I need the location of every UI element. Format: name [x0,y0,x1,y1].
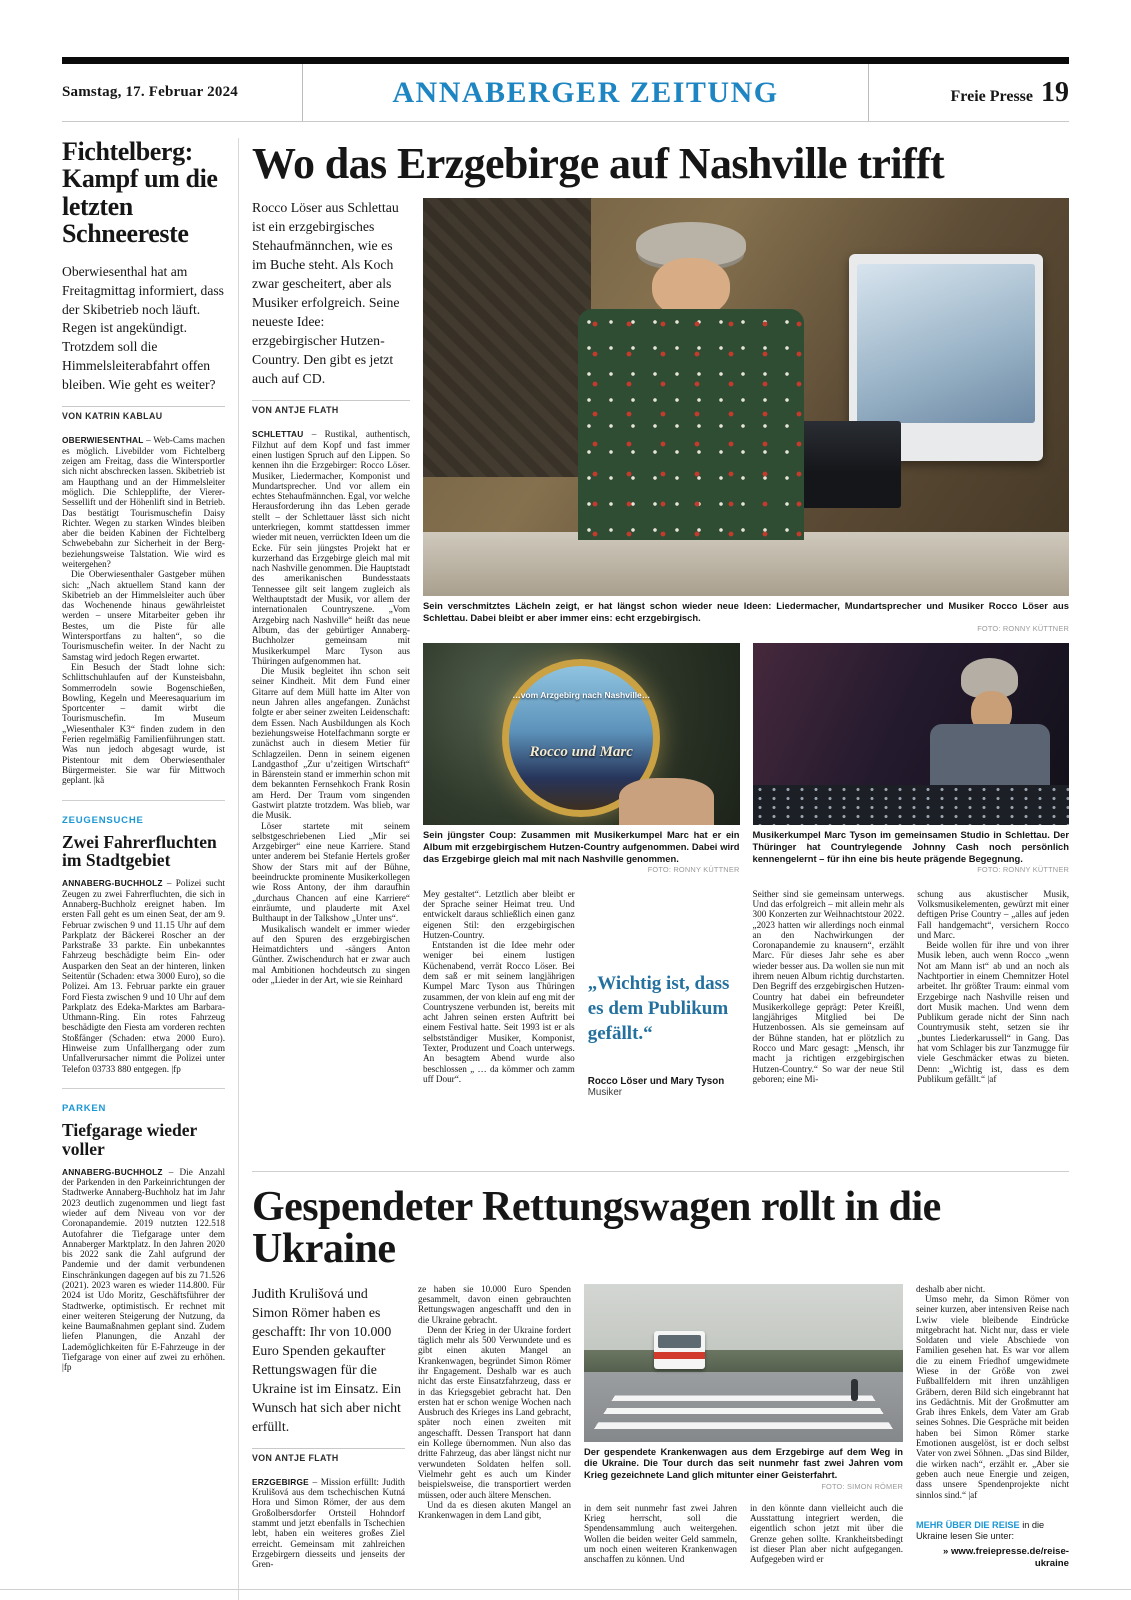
freiepresse-link[interactable]: » www.freiepresse.de/reise-ukraine [942,1545,1069,1569]
acoustic-foam [423,198,591,477]
quote-speakers: Rocco Löser und Mary Tyson [587,1075,725,1087]
article-nashville [252,139,1069,1157]
photo-credit: FOTO: RONNY KÜTTNER [647,865,740,875]
top-fold-bar [62,57,1069,64]
page-header [62,64,1069,122]
photo-caption: Sein jüngster Coup: Zusammen mit Musikerkumpel Marc hat er ein Album mit erzgebirgischem Hutzen-Country aufgenommen. Dabei wird das Erzgebirge gleich mal mit nach Nashville genommen. FOTO: RONNY KÜTTNER [423,829,740,875]
article-paragraph: in dem seit nunmehr fast zwei Jahren Krieg herrscht, soll die Spendensammlung auch weitergehen. Wollen die beiden weiter Geld sammeln, um noch einen weiteren Krankenwagen anschaffen zu können. Und [584,1502,737,1565]
article-lead: Rocco Löser aus Schlettau ist ein erzgebirgisches Stehaufmännchen, wie es im Buche steht. Als Koch zwar gescheitert, aber als Musiker erfolgreich. Seine neueste Idee: erzgebirgischer Hutzen-Country. Den gibt es jetzt auch auf CD. [252,200,400,387]
article-fahrerfluchten [62,815,225,1074]
more-info-box [916,1520,1069,1570]
photo-credit: FOTO: SIMON RÖMER [821,1481,903,1491]
article-headline: Tiefgarage wieder voller [62,1119,197,1159]
left-column [62,138,225,1600]
article-continuation-columns [423,889,1069,1157]
article-paragraph: Die Oberwiesenthaler Gastgeber mühen sich: „Nach aktuellem Stand kann der Skibetrieb an der Himmelsleiter auch über das Wochenende hinaus gewährleistet werden – unsere Mitarbeiter geben ihr Bestes, um die Piste für alle Wintersportfans zu halten“, so die Tourismuschefin weiter. In der Nacht zu Samstag wird jedoch Regen erwartet. [62,569,225,662]
photo-caption: Der gespendete Krankenwagen aus dem Erzgebirge auf dem Weg in die Ukraine. Die Tour durch das seit nunmehr fast zwei Jahren vom Krieg gezeichnete Land glich mitunter einer Geisterfahrt. FOTO: SIMON RÖMER [584,1445,903,1491]
article-paragraph: Löser startete mit seinem selbstgeschriebenen Lied „Mir sei Arzgebirger“ eine neue Karriere. Stand unter anderem bei Stefanie Hertels großer Show der Stars mit auf der Bühne, beeindruckte prominente Musikerkollegen wie Ross Antony, der ihm daraufhin „durchaus Chancen auf eine Karriere“ einräumte, und plauderte mit Axel Bulthaupt in der Talkshow „Unter uns“. [252,820,410,924]
article-lead: Oberwiesenthal hat am Freitagmittag informiert, dass der Skibetrieb noch läuft. Regen ist angekündigt. Trotzdem soll die Himmelsleiterabfahrt offen bleiben. Wie geht es weiter? [62,264,224,392]
kicker-parken: PARKEN [62,1102,107,1114]
van-red-stripe [654,1352,705,1359]
dateline: ANNABERG-BUCHHOLZ [62,1166,163,1177]
article-paragraph: Mey gestaltet“. Letztlich aber bleibt er der Sprache seiner Heimat treu. Und entwickelt daraus schließlich einen ganz eigenen Stil: den erzgebirgischen Hutzen-Country. [423,888,575,940]
masthead-container [302,64,869,121]
crosswalk [589,1396,898,1438]
article-paragraph: ERZGEBIRGE – Mission erfüllt: Judith Krulišová aus dem tschechischen Kutná Hora und Simon Römer, der aus dem Großolbersdorfer Ortsteil Hohndorf stammt und jetzt ebenfalls in Tschechien lebt, haben ein weiteres großes Ziel erreicht. Gemeinsam mit zahlreichen Erzgebirgern diesseits und jenseits der Gren- [252,1476,405,1570]
article-paragraph: Umso mehr, da Simon Römer von seiner kurzen, aber intensiven Reise nach Lwiw viele bleibende Eindrücke mitgebracht hat. Nicht nur, dass er viele Soldaten und viele Abschiede von Familien gesehen hat. Es war vor allem die zu einem Friedhof umgewidmete Wiese in der Größe von zwei Fußballfeldern mit ihren unzähligen Gräbern, deren Bild sich eingebrannt hat ins Gedächtnis. Mit der Großmutter am Grab ihres Enkels, dem Vater am Grab seines Sohnes. Die Gespräche mit beiden haben bei Simon Römer starke Emotionen ausgelöst, ist er doch selbst Vater von zwei Söhnen. „Das sind Bilder, die wirken nach“, erzählt er. „Aber sie geben auch neue Energie und zeigen, dass unsere Spendenprojekte nicht sinnlos sind.“ |af [916,1293,1069,1500]
article-paragraph: Und da es diesen akuten Mangel an Krankenwagen in dem Land gibt, [418,1499,571,1521]
text-column [916,1284,1069,1600]
quote-role: Musiker [587,1086,623,1098]
article-paragraph: Entstanden ist die Idee mehr oder weniger bei einem lustigen Küchenabend, verrät Rocco Löser. Bei dem saß er mit seinem langjährigen Kumpel Marc Tyson aus Thüringen zusammen, der von klein auf eng mit der Countryszene verbunden ist, bereits mit acht Jahren seinen ersten Auftritt bei einem Festival hatte. Seit 1993 ist er als selbstständiger Musiker, Komponist, Texter, Produzent und Coach unterwegs. An besagtem Abend wurde also beschlossen „ … da kömmer och zamm uff Dour“. [423,940,575,1084]
text-column [423,889,575,1157]
article-paragraph: Beide wollen für ihre und von ihrer Musik leben, auch wenn Rocco „wenn Not am Mann ist“ ab und an noch als Nachtportier in einem Chemnitzer Hotel arbeitet. Ihr größter Traum: einmal vom Erzgebirge nach Nashville reisen und dort Musik machen. Und wenn dem Publikum gerade nicht der Sinn nach Countrymusik steht, setzen sie ihr „buntes Liederkarussell“ in Gang. Das hat vom Schlager bis zur Tanzmugge für viele Geschmäcker etwas zu bieten. Denn: „Wichtig ist, dass es dem Publikum gefällt.“ |af [917,940,1069,1084]
text-column [917,889,1069,1157]
article-paragraph: Musikalisch wandelt er immer wieder auf den Spuren des erzgebirgischen Heimatdichters und -sängers Anton Günther. Zwischendurch hat er zwar auch mal Ambitionen hochdeutsch zu singen oder „Lieder in der Art, wie sie Reinhard [252,923,410,986]
article-headline: Zwei Fahrerfluchten im Stadtgebiet [62,831,217,871]
content-area [62,122,1069,1600]
photo-album-coaster [423,643,740,825]
tree-line [584,1350,903,1372]
article-paragraph: ANNABERG-BUCHHOLZ – Polizei sucht Zeugen zu zwei Fahrerfluchten, die sich in Annaberg-Buchholz ereignet haben. Im ersten Fall geht es um einen Seat, der am 9. Februar zwischen 9 und 11.15 Uhr auf dem Parkplatz der Bäckerei Roscher an der Parkstraße 33 parkte. Ein unbekanntes Fahrzeug beschädigte beim Ein- oder Ausparken den Seat an der hinteren, linken Seitentür (Schaden: etwa 3000 Euro), so die Polizei. Am 13. Februar parkte ein grauer Ford Fiesta zwischen 9 und 10 Uhr auf dem Parkplatz des Edeka-Marktes am Barbara-Uthmann-Ring. Ein rotes Fahrzeug beschädigte den Fiesta am vorderen rechten Stoßfänger (Schaden: etwa 2000 Euro). Hinweise zum Unfallhergang oder zum Unfallverursacher nimmt die Polizei unter Telefon 03733 880 entgegen. |fp [62,878,225,1074]
pull-quote: „Wichtig ist, dass es dem Publikum gefällt.“ [587,972,730,1044]
photo-credit: FOTO: RONNY KÜTTNER [977,624,1069,634]
text-column [584,1503,737,1600]
byline: VON KATRIN KABLAU [62,406,225,421]
dateline: OBERWIESENTHAL [62,435,144,446]
brand-name: Freie Presse [950,87,1033,105]
imac-screen [857,264,1035,423]
main-column [238,138,1069,1600]
intro-column [252,1284,405,1600]
laptop [798,421,901,509]
figure-rocco-studio [423,198,1069,633]
pullquote-column [588,889,740,1157]
kicker-zeugensuche: ZEUGENSUCHE [62,814,144,826]
more-info-label: MEHR ÜBER DIE REISE [916,1519,1020,1530]
photo-caption: Sein verschmitztes Lächeln zeigt, er hat längst schon wieder neue Ideen: Liedermacher, Mundartsprecher und Musiker Rocco Löser aus Schlettau. Dabei bleibt er aber immer eins: echt erzgebirgisch. FOTO: RONNY KÜTTNER [423,600,1069,634]
studio-desk [423,532,1069,596]
figure-ambulance [584,1284,903,1491]
page-number: 19 [1041,76,1069,108]
article-paragraph: in den könnte dann vielleicht auch die Ausstattung integriert werden, die eigentlich schon jetzt mit über die Grenze gehen sollte. Krankheitsbedingt ist dieser Plan aber nicht aufgegangen. Aufgegeben wird er [750,1502,903,1565]
photo-caption: Musikerkumpel Marc Tyson im gemeinsamen Studio in Schlettau. Der Thüringer hat Countrylegende Johnny Cash noch persönlich kennengelernt – für ihn eine bis heute prägende Begegnung. FOTO: RONNY KÜTTNER [752,829,1069,875]
figure-marc-tyson [753,643,1070,874]
musician-face [652,258,730,318]
mixing-console [753,785,1070,825]
text-column [750,1503,903,1600]
van-windshield [658,1335,701,1348]
dateline: ANNABERG-BUCHHOLZ [62,878,163,889]
article-paragraph: OBERWIESENTHAL – Web-Cams machen es möglich. Livebilder vom Fichtelberg zeigen am Freitag, dass die Wintersportler sich nicht abschrecken lassen. Skibetrieb ist am Haupthang und an der Himmelsleiter möglich. Die Schlepplifte, der Vierer-Sessellift und der Höhenlift sind in Betrieb. Das bestätigt Tourismuschefin Daisy Richter. Wegen zu starken Windes bleiben aber die beiden Kabinen der Fichtelberg Schwebebahn zur Sicherheit in der Berg- beziehungsweise Talstation. Wie wird es weitergehen? [62,435,225,569]
article-paragraph: schung aus akustischer Musik, Volksmusikelementen, gewürzt mit einer deftigen Prise Country – „alles auf jeden Fall handgemacht“, versichern Rocco und Marc. [917,888,1069,940]
ambulance-van [654,1331,705,1369]
dateline: SCHLETTAU [252,429,304,440]
photo-marc-studio [753,643,1070,825]
dateline: ERZGEBIRGE [252,1476,309,1487]
photo-credit: FOTO: RONNY KÜTTNER [977,865,1069,875]
bottom-headline: Gespendeter Rettungswagen rollt in die Ukraine [252,1183,941,1272]
article-paragraph: Ein Besuch der Stadt lohne sich: Schlittschuhlaufen auf der Kunsteisbahn, Sommerrodeln sowie Bogenschießen, Bowling, Kegeln und Meeresaquarium im Sportcenter – damit wirbt die Tourismuschefin. Im Museum „Wiesenthaler K3“ finden zudem in den Ferien regelmäßig Familienführungen statt. Was nun jedoch abgesagt wurde, ist Pistentour mit dem Oberwiesenthaler Bürgermeister. Sie war für Mittwoch geplant. |kä [62,661,225,786]
article-paragraph: Die Musik begleitet ihn schon seit seiner Kindheit. Mit dem Fund einer Gitarre auf dem Müll hatte im Alter von neun Jahren alles angefangen. Zunächst folgte er aber seiner zweiten Leidenschaft: dem Essen. Nach Ausbildungen als Koch beziehungsweise Hotelfachmann sorgte er zunächst auch in diesem Metier für Schlagzeilen. Denn in seinem eigenen Landgasthof „Zur u’zeitigen Wirtschaft“ in Bärenstein stand er immerhin schon mit dem bekannten Fernsehkoch Frank Rosin am Herd. Der Traum vom singenden Gastwirt platzte trotzdem. Was blieb, war die Musik. [252,666,410,821]
article-rettungswagen [252,1183,1069,1600]
article-headline: Fichtelberg: Kampf um die letzten Schneereste [62,137,218,248]
article-paragraph: SCHLETTAU – Rustikal, authentisch, Filzhut auf dem Kopf und fast immer einen lustigen Spruch auf den Lippen. So kennen ihn die Erzgebirger: Rocco Löser. Musiker, Liedermacher, Komponist und Mundartsprecher. Und vor allem ein echtes Stehaufmännchen. Egal, vor welche Herausforderung ihn das Leben gerade stellt – der Schlettauer lässt sich nicht unterkriegen, kommt stattdessen immer wieder mit neuen, verrückten Ideen um die Ecke. Für sein jüngstes Projekt hat er kurzerhand das Erzgebirge gleich mal mit nach Nashville genommen. Die Hauptstadt des amerikanischen Bundesstaats Tennessee gilt seit langem zugleich als Welthauptstadt der Musik, vor allem der internationalen Countryszene. „Vom Arzgebirg nach Nashville“ heißt das neue Album, das der gebürtiger Annaberg-Buchholzer gemeinsam mit Musikerkumpel Marc Tyson aus Thüringen aufgenommen hat. [252,429,410,666]
issue-date: Samstag, 17. Februar 2024 [62,84,238,100]
text-column [753,889,905,1157]
photo-zone [423,198,1069,1157]
article-lead: Judith Krulišová und Simon Römer haben es geschafft: Ihr von 10.000 Euro Spenden gekaufter Rettungswagen für die Ukraine ist im Einsatz. Ein Wunsch hat sich aber nicht erfüllt. [252,1285,402,1434]
pedestrian [851,1379,858,1401]
article-tiefgarage [62,1103,225,1373]
byline: VON ANTJE FLATH [252,1448,405,1463]
main-headline: Wo das Erzgebirge auf Nashville trifft [252,139,945,188]
article-paragraph: deshalb aber nicht. [916,1283,986,1294]
article-paragraph: ze haben sie 10.000 Euro Spenden gesammelt, davon einen gebrauchten Rettungswagen angeschafft und den in die Ukraine gebracht. [418,1283,571,1325]
page-bottom-rule [0,1589,1131,1590]
text-column [418,1284,571,1600]
intro-column [252,198,410,1157]
quote-attribution [588,1076,740,1098]
brand-pagenumber [869,77,1069,109]
section-divider [62,800,225,801]
coaster-arc-text: …vom Arzgebirg nach Nashville… [512,690,651,701]
photo-rocco-studio [423,198,1069,596]
more-info-text: in die Ukraine lesen Sie unter: [916,1519,1045,1542]
article-divider [252,1171,1069,1172]
hand [619,778,714,825]
photo-and-text-zone [584,1284,903,1600]
article-fichtelberg [62,138,225,786]
byline: VON ANTJE FLATH [252,400,410,415]
article-paragraph: Denn der Krieg in der Ukraine fordert täglich mehr als 500 Verwundete und es gibt einen akuten Mangel an Krankenwagen, begründet Simon Römer ihr Engagement. Deshalb war es auch nicht das erste Einsatzfahrzeug, dass er in das Kriegsgebiet gebracht hat. Den ersten hat er schon wenige Wochen nach Ausbruch des Krieges ins Land gebracht, später noch einen zweiten mit angeschafft. Dessen Transport hat dann ein Kollege übernommen. Nun also das dritte Fahrzeug, das aber längst nicht nur verwundeten Soldaten helfen soll. Vielmehr geht es auch um Kinder beispielsweise, die transportiert werden müssen, oder auch ältere Menschen. [418,1324,571,1500]
figure-coaster [423,643,740,874]
coaster-title-text: Rocco und Marc [529,744,633,761]
section-divider [62,1088,225,1089]
article-paragraph: ANNABERG-BUCHHOLZ – Die Anzahl der Parkenden in den Parkeinrichtungen der Stadtwerke Annaberg-Buchholz hat im Jahr 2023 deutlich zugenommen und liegt fast wieder auf dem Niveau von vor der Coronapandemie. 2019 nutzten 122.518 Autofahrer die Tiefgarage unter dem Annaberger Marktplatz. In den Jahren 2020 bis 2022 sank die Zahl aufgrund der Pandemie und der damit verbundenen Einschränkungen dagegen auf bis zu 71.526 (2021). 2023 waren es wieder 114.800. Für 2024 ist Udo Moritz, Geschäftsführer der Stadtwerke, optimistisch. Er rechnet mit einer weiteren Steigerung der Nutzung, da keine Baumaßnahmen geplant sind. Zudem liefen Planungen, die Anzahl der Lademöglichkeiten für E-Fahrzeuge in der Tiefgarage von einer auf zwei zu erhöhen. |fp [62,1166,225,1373]
christmas-sweater [578,309,804,540]
photo-ambulance [584,1284,903,1442]
masthead-title: ANNABERGER ZEITUNG [392,75,779,109]
article-paragraph: Seither sind sie gemeinsam unterwegs. Und das erfolgreich – mit allein mehr als 300 Konzerten zur Weihnachtstour 2022. „2023 hatten wir allerdings noch einmal an den Nachwirkungen der Coronapandemie zu knausern“, erzählt Marc. Für dieses Jahr sehe es aber wieder besser aus. Da wollen sie nun mit ihrem neuen Album richtig durchstarten. Den Begriff des erzgebirgischen Hutzen-Country hat dabei ein befreundeter Musikerkollege geprägt: Peter Kreißl, langjähriges Mitglied bei De Hutzenbossen. Als sie gemeinsam auf der Bühne standen, hat er plötzlich zu Rocco und Marc gesagt: „Mensch, ihr macht ja richtigen erzgebirgischen Hutzen-Country.“ So war der neue Stil geboren; eine Mi- [752,888,905,1084]
